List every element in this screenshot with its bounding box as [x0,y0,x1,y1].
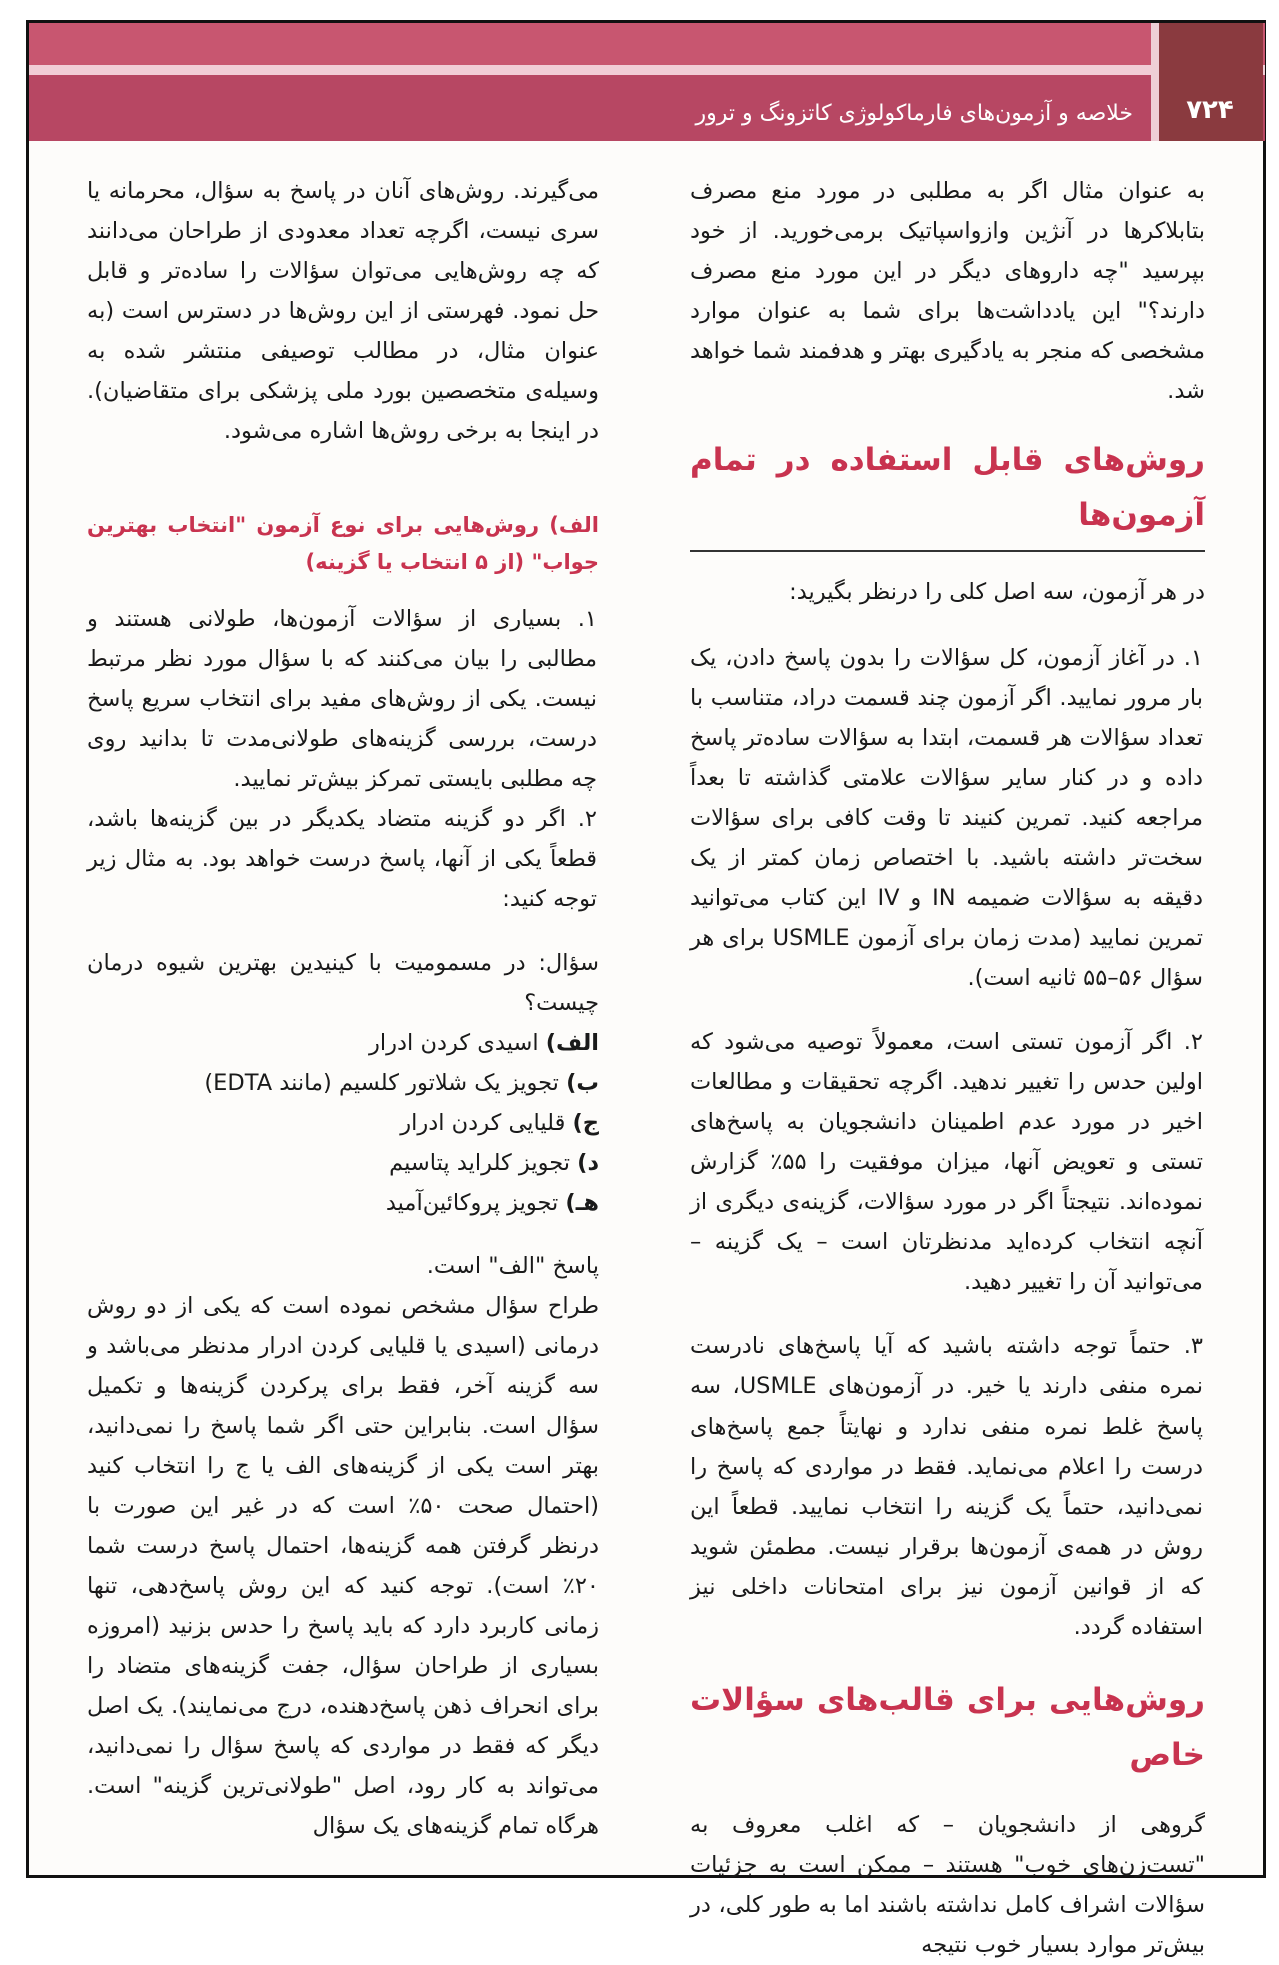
left-column [87,171,599,1846]
left-list-item-1: ۱. بسیاری از سؤالات آزمون‌ها، طولانی هستند و مطالبی را بیان می‌کنند که با سؤال مورد نظر مرتبط نیست. یکی از روش‌های مفید برای انتخاب سریع پاسخ درست، بررسی گزینه‌های طولانی‌مدت تا بدانید روی چه مطلبی بایستی تمرکز بیش‌تر نمایید. [87,605,597,793]
running-title: خلاصه و آزمون‌های فارماکولوژی کاتزونگ و ترور [695,101,1133,126]
option-item [87,1143,599,1183]
section-heading-specific-formats: روش‌هایی برای قالب‌های سؤالات خاص [690,1681,1205,1773]
section-heading-general-methods: روش‌های قابل استفاده در تمام آزمون‌ها [690,442,1205,534]
header-band-top [29,23,1265,65]
page-number: ۷۲۴ [1186,95,1234,125]
list-item-2: ۲. اگر آزمون تستی است، معمولاً توصیه می‌شود که اولین حدس را تغییر ندهید. اگرچه تحقیقات و مطالعات اخیر در مورد عدم اطمینان دانشجویان به پاسخ‌های تستی و تعویض آنها، میزان موفقیت را ۵۵٪ گزارش نموده‌اند. نتیجتاً اگر در مورد سؤالات، گزینه‌ی دیگری از آنچه انتخاب کرده‌اید مدنظرتان است – یک گزینه – می‌توانید آن را تغییر دهید. [690,1029,1203,1296]
subheading-best-answer: الف) روش‌هایی برای نوع آزمون "انتخاب بهترین جواب" (از ۵ انتخاب یا گزینه) [87,513,599,575]
list-item-1: ۱. در آغاز آزمون، کل سؤالات را بدون پاسخ دادن، یک بار مرور نمایید. اگر آزمون چند قسمت دراد، متناسب با تعداد سؤالات هر قسمت، ابتدا به سؤالات ساده‌تر پاسخ داده و در کنار سایر سؤالات علامتی گذاشته تا بعداً مراجعه کنید. تمرین کنیند تا وقت کافی برای سؤالات سخت‌تر داشته باشید. با اختصاص زمان کمتر از یک دقیقه به سؤالات ضمیمه IN و IV این کتاب می‌توانید تمرین نمایید (مدت زمان برای آزمون USMLE برای هر سؤال ۵۶–۵۵ ثانیه است). [690,644,1203,992]
left-list-item-2: ۲. اگر دو گزینه متضاد یکدیگر در بین گزینه‌ها باشد، قطعاً یکی از آنها، پاسخ درست خواهد بود. به مثال زیر توجه کنید: [87,806,597,913]
option-letter: الف) [545,1030,599,1057]
lead-paragraph: در هر آزمون، سه اصل کلی را درنظر بگیرید: [789,578,1205,605]
right-tail-paragraph: گروهی از دانشجویان – که اغلب معروف به "تست‌زن‌های خوب" هستند – ممکن است به جزئیات سؤالات اشراف کامل نداشته باشند اما به طور کلی، در بیش‌تر موارد بسیار خوب نتیجه [690,1812,1205,1959]
option-item [87,1103,599,1143]
option-letter: ج) [572,1110,599,1137]
book-page [26,20,1266,1959]
header-band-separator [29,65,1265,75]
option-item [87,1023,599,1063]
option-text: اسیدی کردن ادرار [369,1030,539,1057]
option-item [87,1063,599,1103]
explanation-paragraph: طراح سؤال مشخص نموده است که یکی از دو روش درمانی (اسیدی یا قلیایی کردن ادرار مدنظر می‌باشد و سه گزینه آخر، فقط برای پرکردن گزینه‌ها و تکمیل سؤال است. بنابراین حتی اگر شما پاسخ را نمی‌دانید، بهتر است یکی از گزینه‌های الف یا ج را انتخاب کنید (احتمال صحت ۵۰٪ است که در غیر این صورت با درنظر گرفتن همه گزینه‌ها، احتمال پاسخ درست شما ۲۰٪ است). توجه کنید که این روش پاسخ‌دهی، تنها زمانی کاربرد دارد که باید پاسخ را حدس بزنید (امروزه بسیاری از طراحان سؤال، جفت گزینه‌های متضاد را برای انحراف ذهن پاسخ‌دهنده، درج می‌نمایند). یک اصل دیگر که فقط در مواردی که پاسخ سؤال را نمی‌دانید، می‌تواند به کار رود، اصل "طولانی‌ترین گزینه" است. هرگاه تمام گزینه‌های یک سؤال [87,1292,600,1840]
option-text: تجویز پروکائین‌آمید [385,1190,559,1217]
option-text: تجویز کلراید پتاسیم [389,1150,570,1177]
answer-line: پاسخ "الف" است. [426,1252,599,1279]
answer-options [87,1023,599,1223]
option-letter: ب) [566,1070,599,1097]
list-item-3: ۳. حتماً توجه داشته باشید که آیا پاسخ‌های نادرست نمره منفی دارند یا خیر. در آزمون‌های USMLE، سه پاسخ غلط نمره منفی ندارد و نهایتاً جمع پاسخ‌های درست را اعلام می‌نماید. فقط در مواردی که پاسخ را نمی‌دانید، حتماً یک گزینه را انتخاب نمایید. قطعاً این روش در همه‌ی آزمون‌ها برقرار نیست. مطمئن شوید که از قوانین آزمون نیز برای امتحانات داخلی نیز استفاده گردد. [690,1333,1203,1640]
option-letter: هـ) [565,1190,599,1217]
option-item [87,1183,599,1223]
right-column [690,171,1205,1965]
option-text: تجویز یک شلاتور کلسیم (مانند EDTA) [204,1070,559,1097]
option-letter: د) [577,1150,599,1177]
sample-question: سؤال: در مسمومیت با کینیدین بهترین شیوه درمان چیست؟ [87,950,599,1017]
left-intro-paragraph: می‌گیرند. روش‌های آنان در پاسخ به سؤال، محرمانه یا سری نیست، اگرچه تعداد معدودی از طراحان می‌دانند که چه روش‌هایی می‌توان سؤالات را ساده‌تر و قابل حل نمود. فهرستی از این روش‌ها در دسترس است (به عنوان مثال، در مطالب توصیفی منتشر شده به وسیله‌ی متخصصین بورد ملی پزشکی برای متقاضیان). در اینجا به برخی روش‌ها اشاره می‌شود. [87,178,599,445]
right-intro-paragraph: به عنوان مثال اگر به مطلبی در مورد منع مصرف بتابلاکرها در آنژین وازواسپاتیک برمی‌خورید. از خود بپرسید "چه داروهای دیگر در این مورد منع مصرف دارند؟" این یادداشت‌ها برای شما به عنوان موارد مشخصی که منجر به یادگیری بهتر و هدفمند شما خواهد شد. [690,178,1205,405]
option-text: قلیایی کردن ادرار [400,1110,566,1137]
header-band-gap [1151,23,1159,141]
